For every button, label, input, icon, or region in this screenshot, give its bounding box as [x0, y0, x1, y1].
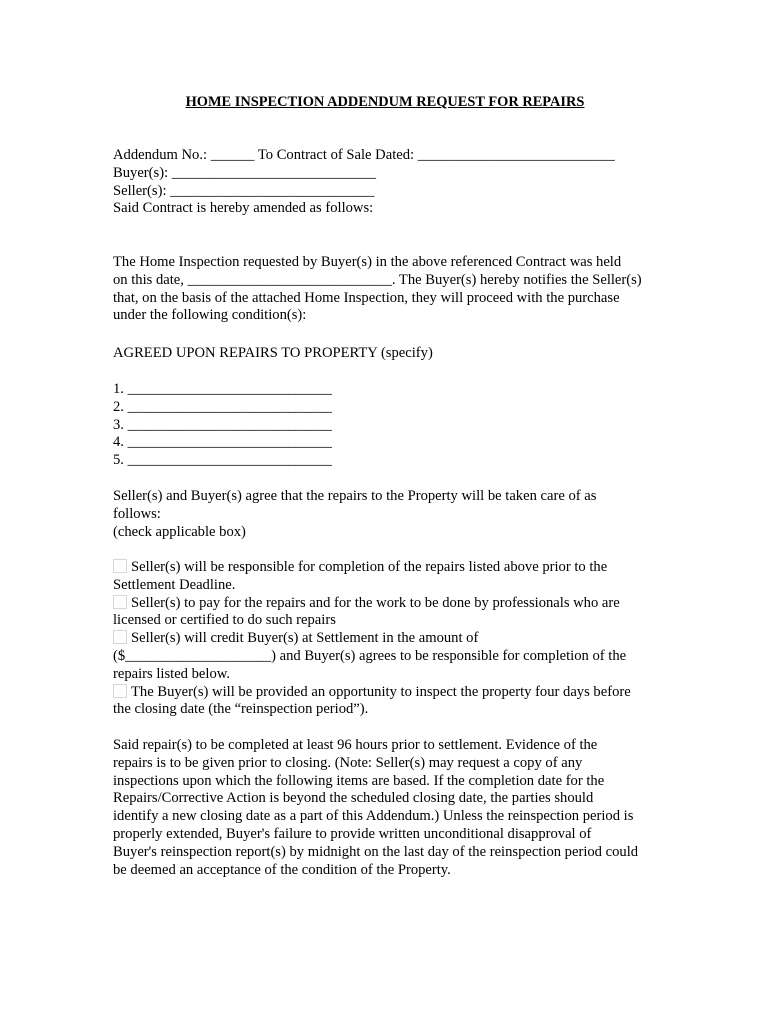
addendum-line: Addendum No.: ______ To Contract of Sale Dated: ___________________________ — [113, 147, 615, 163]
option-continuation: the closing date (the “reinspection period”). — [113, 701, 369, 718]
option-seller-pays — [113, 595, 673, 613]
option-text: Seller(s) to pay for the repairs and for the work to be done by professionals who are — [131, 594, 620, 611]
paragraph-line: The Home Inspection requested by Buyer(s) in the above referenced Contract was held — [113, 254, 622, 270]
option-continuation: ($____________________) and Buyer(s) agrees to be responsible for completion of the — [113, 647, 627, 664]
paragraph-line: be deemed an acceptance of the condition of the Property. — [113, 861, 451, 878]
paragraph-line: identify a new closing date as a part of this Addendum.) Unless the reinspection period is — [113, 808, 634, 825]
document-title: HOME INSPECTION ADDENDUM REQUEST FOR REPAIRS — [185, 94, 585, 110]
header-block — [113, 147, 673, 218]
paragraph-line: (check applicable box) — [113, 523, 246, 540]
option-seller-credits — [113, 630, 673, 648]
repair-item: 5. ____________________________ — [113, 452, 332, 469]
paragraph-line: Said repair(s) to be completed at least 96 hours prior to settlement. Evidence of the — [113, 737, 598, 753]
repair-item: 3. ____________________________ — [113, 416, 332, 433]
paragraph-line: on this date, ____________________________. The Buyer(s) hereby notifies the Seller(s) — [113, 271, 642, 288]
seller-line: Seller(s): ____________________________ — [113, 182, 375, 199]
options-list — [113, 559, 673, 719]
paragraph-line: Buyer's reinspection report(s) by midnight on the last day of the reinspection period could — [113, 843, 639, 860]
option-buyer-reinspects — [113, 684, 673, 702]
option-continuation: licensed or certified to do such repairs — [113, 612, 336, 629]
buyer-line: Buyer(s): ____________________________ — [113, 164, 377, 181]
option-text: Seller(s) will be responsible for completion of the repairs listed above prior to the — [131, 559, 608, 575]
option-continuation: Settlement Deadline. — [113, 576, 236, 593]
option-continuation: repairs listed below. — [113, 665, 230, 682]
final-paragraph — [113, 737, 673, 879]
option-seller-completes — [113, 559, 673, 577]
paragraph-line: repairs is to be given prior to closing. (Note: Seller(s) may request a copy of any — [113, 754, 583, 771]
paragraph-line: inspections upon which the following items are based. If the completion date for the — [113, 772, 605, 789]
repair-item: 1. ____________________________ — [113, 381, 332, 397]
paragraph-line: Seller(s) and Buyer(s) agree that the repairs to the Property will be taken care of as — [113, 488, 597, 504]
paragraph-line: properly extended, Buyer's failure to provide written unconditional disapproval of — [113, 825, 592, 842]
checkbox[interactable] — [113, 684, 127, 698]
paragraph-line: follows: — [113, 505, 161, 522]
repairs-heading — [113, 345, 673, 363]
amended-line: Said Contract is hereby amended as follows: — [113, 200, 374, 217]
repair-item: 2. ____________________________ — [113, 398, 332, 415]
paragraph-line: under the following condition(s): — [113, 307, 307, 324]
repairs-heading-text: AGREED UPON REPAIRS TO PROPERTY (specify) — [113, 345, 433, 361]
option-text: Seller(s) will credit Buyer(s) at Settlement in the amount of — [131, 630, 479, 647]
checkbox[interactable] — [113, 630, 127, 644]
inspection-paragraph — [113, 254, 673, 325]
checkbox[interactable] — [113, 559, 127, 573]
paragraph-line: Repairs/Corrective Action is beyond the scheduled closing date, the parties should — [113, 790, 594, 807]
repair-item: 4. ____________________________ — [113, 434, 332, 451]
repair-items-list — [113, 381, 673, 470]
option-text: The Buyer(s) will be provided an opportunity to inspect the property four days before — [131, 683, 631, 700]
agreement-paragraph — [113, 488, 673, 541]
checkbox[interactable] — [113, 595, 127, 609]
paragraph-line: that, on the basis of the attached Home Inspection, they will proceed with the purchase — [113, 289, 620, 306]
